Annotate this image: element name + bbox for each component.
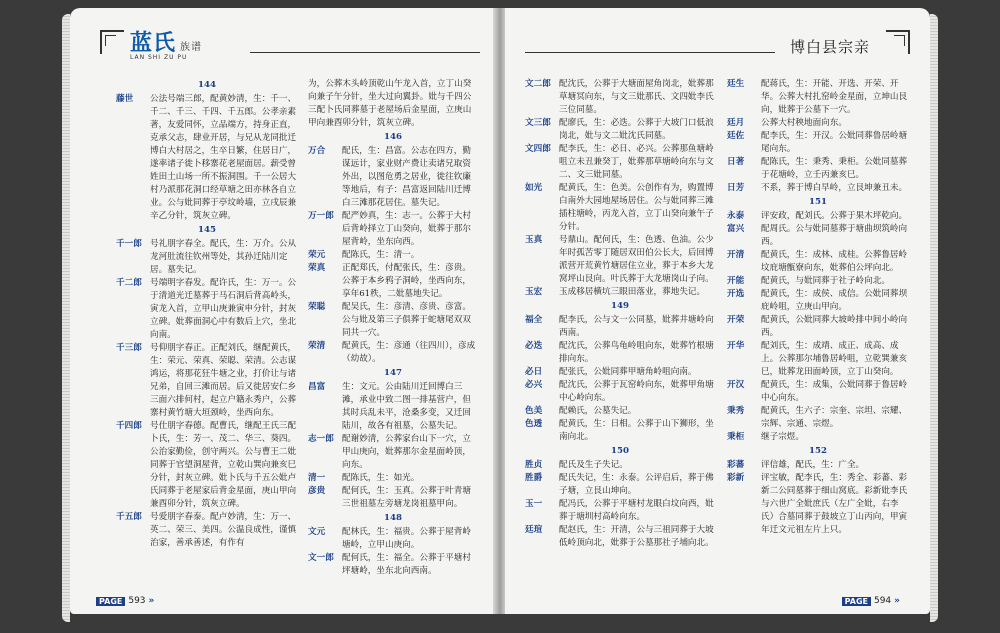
- section-number: 148: [384, 513, 402, 523]
- genealogy-entry: [308, 340, 478, 366]
- logo-pinyin: LAN SHI ZU PU: [130, 54, 188, 61]
- entry-text: 配黄氏，与妣同葬于社子岭向北。: [761, 276, 890, 286]
- ornament-corner-icon: [886, 30, 910, 54]
- entry-name: 荣清: [308, 341, 326, 351]
- logo-small-text: 族谱: [180, 42, 203, 53]
- entry-text: 配张氏，公妣同葬甲塘角岭咀向南。: [559, 367, 697, 377]
- entry-text: 配赖氏，公墓失记。: [559, 406, 637, 416]
- entry-name: 必兴: [525, 380, 543, 390]
- entry-text: 号鼎山。配何氏，生：色透、色油。公少年时孤苦零丁随居双田伯公长大，后回博派营开荒黄竹塘居住立业，葬于本乡大龙窝坪山艮向。叶氏葬于大龙塘岗山子向。: [559, 235, 714, 284]
- double-chevron-icon: »: [148, 596, 155, 606]
- page-header-title: 博白县宗亲: [789, 38, 870, 56]
- entry-name: 廷佐: [727, 131, 745, 141]
- genealogy-entry: [308, 262, 478, 301]
- entry-text: 配黄氏，生：成林、成桂。公葬鲁居岭坟庇塘甑寮向东，妣葬伯公坪向北。: [761, 250, 908, 273]
- entry-text: 配黄氏，生六子：宗奎、宗坦、宗耀、宗辉、宗通、宗煜。: [761, 406, 908, 429]
- entry-text: 公葬大村秧地面向东。: [761, 118, 847, 128]
- entry-name: 福全: [525, 315, 543, 325]
- section-number: 146: [384, 132, 402, 142]
- entry-name: 开汉: [727, 380, 745, 390]
- genealogy-entry: [727, 379, 909, 405]
- page-label: PAGE: [842, 597, 871, 606]
- entry-name: 荣聪: [308, 302, 326, 312]
- genealogy-entry: [525, 418, 715, 444]
- entry-text: 公法号端三郎，配黄妙清，生：千一、千二、千三、千四、千五郎。公孝亲素著，友爱同怀，立品端方，持身正直，克承父志，肆业开居，与兄从龙同批迁博白大村居之，生卒日繁，住居日广，遂率诸子徙卜移寨花老屋面居。薪受曾姓田土山场一所不振洞围。千一公居大村乃派那花洞口经草塘之田亦林各自立业。公与妣同葬于亭坟岭墙，立戌辰兼辛乙分针，筑灰立碑。: [150, 94, 297, 221]
- entry-text: 配黄氏，生：彦通（往四川），彦成（幼故）。: [342, 341, 476, 364]
- entry-name: 必日: [525, 367, 543, 377]
- genealogy-entry: [727, 405, 909, 431]
- page-num: 594: [873, 596, 892, 606]
- logo-main-text: 蓝氏: [130, 30, 177, 56]
- entry-text: 玉成移居横坑三眼田落业，葬地失记。: [559, 287, 706, 297]
- entry-text: 配沈氏，公葬于大塘面屋角岗北，妣葬那草塘冥向东，与文三妣那氏、文四妣李氏三位同墓。: [559, 79, 714, 115]
- genealogy-entry: [308, 301, 478, 340]
- entry-name: 秉秀: [727, 406, 745, 416]
- genealogy-entry: [116, 238, 298, 277]
- genealogy-entry: [727, 223, 909, 249]
- entry-text: 配黄氏，公妣同葬大坡岭排中间小岭向西。: [761, 315, 908, 338]
- section-number: 149: [611, 301, 629, 311]
- genealogy-entry: [308, 472, 478, 485]
- entry-text: 配氏及生子失记。: [559, 460, 628, 470]
- entry-name: 千一郎: [116, 239, 142, 249]
- entry-text: 号爱朋字春泰。配卢妙清，生：万一、英二、荣三、美四。公温良成性，谨慎治家，善承善述，有作有: [150, 512, 297, 548]
- entry-text: 配廖氏，生：必迭。公葬于大坡门口低浪岗北，妣与文二妣沈氏同墓。: [559, 118, 714, 141]
- entry-text: 配陈氏，生：如光。: [342, 473, 420, 483]
- entry-text: 配李氏，生：必日、必兴。公葬那鱼塘岭咀立未丑兼癸丁，妣葬那草塘岭向东与文二、文三妣同墓。: [559, 144, 714, 180]
- page-header-left: [100, 26, 480, 60]
- entry-text: 配黄氏，生：成集，公妣同葬于鲁居岭中心向东。: [761, 380, 908, 403]
- entry-text: 配蒋氏，生：开能、开选、开荣、开华。公葬大村扎窑岭金星面，立坤山艮向，妣葬于公墓下一穴。: [761, 79, 908, 115]
- entry-name: 永泰: [727, 211, 745, 221]
- genealogy-entry: [727, 472, 909, 537]
- ornament-corner-icon: [100, 30, 124, 54]
- genealogy-entry: [308, 485, 478, 511]
- entry-name: 玉真: [525, 235, 543, 245]
- header-rule: [250, 52, 480, 53]
- entry-name: 玉宏: [525, 287, 543, 297]
- entry-text: 为，公葬木头岭顶乾山午龙入首，立丁山癸向兼子午分针，坐大过向翼卦。妣与千四公三配卜氏同葬墓于老屋场后金星面，立庚山甲向兼酉卯分针，筑灰立碑。: [308, 79, 472, 128]
- entry-text: 配何氏，生：福全。公葬于平塘村坪塘岭，坐东北向西南。: [342, 553, 471, 576]
- section-number: 152: [809, 446, 827, 456]
- section-number: 144: [198, 80, 216, 90]
- entry-name: 文二郎: [525, 79, 551, 89]
- genealogy-entry: [525, 78, 715, 117]
- book-edge-left: [62, 14, 70, 622]
- entry-text: 号端明字春发。配许氏，生：万一。公于清道光迁墓葬于马石洞后背高岭头，寅龙入首，立甲山庚兼寅申分针，封灰立碑。妣葬面洞心中有数后上穴，坐北向南。: [150, 278, 297, 340]
- genealogy-entry: [727, 117, 909, 130]
- entry-name: 万一郎: [308, 211, 334, 221]
- entry-text: 配林氏，生：福贵。公葬于屋背岭塘岭，立甲山庚向。: [342, 527, 471, 550]
- genealogy-entry: [727, 314, 909, 340]
- entry-name: 廷生: [727, 79, 745, 89]
- entry-name: 日芳: [727, 183, 745, 193]
- genealogy-entry: [116, 511, 298, 550]
- entry-name: 色透: [525, 419, 543, 429]
- header-rule-right: [525, 52, 775, 53]
- genealogy-entry: [308, 526, 478, 552]
- genealogy-entry: [727, 156, 909, 182]
- genealogy-entry: [727, 275, 909, 288]
- genealogy-entry: [525, 472, 715, 498]
- entry-text: 配李氏，生：开汉。公妣同葬鲁居岭塘尾向东。: [761, 131, 908, 154]
- section-number: 151: [809, 197, 827, 207]
- entry-name: 开荣: [727, 315, 745, 325]
- entry-name: 千五郎: [116, 512, 142, 522]
- entry-text: 号仰朋字春正。正配刘氏，继配黄氏，生：荣元、荣真、荣聪、荣清。公志谋鸿运，将那花狂牛塘之业，打价让与诸兄弟，自回三滩而居。后又徙居安仁乡三面六排何村，起立户籍永秀户，公葬寨村黄竹塘大垣颈岭，坐西向东。: [150, 343, 297, 418]
- entry-name: 秉柜: [727, 432, 745, 442]
- genealogy-entry: [308, 210, 478, 249]
- left-column-2: [308, 78, 478, 578]
- genealogy-entry: [525, 366, 715, 379]
- left-page: [70, 8, 495, 614]
- entry-text: 配谢妙清，公葬家台山下一穴，立甲山庚向，妣葬那尔金星面岭顶，向东。: [342, 434, 471, 470]
- entry-name: 胜爵: [525, 473, 543, 483]
- entry-name: 千二郎: [116, 278, 142, 288]
- genealogy-entry: [116, 342, 298, 420]
- genealogy-entry: [525, 340, 715, 366]
- entry-text: 配赵氏，生：开清，公与三祖同葬于大坡低岭顶向北，妣葬于公墓那社子埔向北。: [559, 525, 714, 548]
- entry-text: 配沈氏，公葬于瓦窑岭向东，妣葬甲角塘中心岭向东。: [559, 380, 714, 403]
- entry-text: 评宝敏，配李氏，生：秀全、彩蕃、彩新二公同墓葬于细山窝底。彩新妣李氏与六世广全妣庶氏（左广全妣，右李氏）合墓同葬于鼓坡立丁山丙向，甲寅年迁文元祖左片上只。: [761, 473, 908, 535]
- entry-text: 配刘氏，生：成靖、成正、成高、成上。公葬那尔埔鲁居岭咀，立乾巽兼亥巳，妣葬龙田面岭顶，立丁山癸向。: [761, 341, 908, 377]
- genealogy-entry: [308, 433, 478, 472]
- section-number: 145: [198, 225, 216, 235]
- genealogy-entry: [116, 93, 298, 223]
- genealogy-entry: [116, 277, 298, 342]
- entry-name: 昌富: [308, 382, 326, 392]
- entry-text: 配李氏，公与文一公同墓，妣葬井塘岭向西南。: [559, 315, 714, 338]
- entry-text: 号礼朋字春全。配氏，生：万介。公从龙河肚流往钦州等处，其孙迁陆川定居。墓失记。: [150, 239, 297, 275]
- entry-text: 配陈氏，生：清一。: [342, 250, 420, 260]
- page-number-right: [842, 596, 900, 606]
- section-number: 147: [384, 368, 402, 378]
- entry-name: 色美: [525, 406, 543, 416]
- entry-name: 开选: [727, 289, 745, 299]
- entry-text: 配吴氏，生：彦清、彦贵、彦富。公与妣及第三子俱葬于蛇塘尾双双同共一穴。: [342, 302, 471, 338]
- entry-name: 千三郎: [116, 343, 142, 353]
- book-logo: [130, 26, 202, 57]
- entry-name: 廷瑄: [525, 525, 543, 535]
- double-chevron-icon: »: [894, 596, 900, 606]
- genealogy-entry: [525, 498, 715, 524]
- entry-name: 开能: [727, 276, 745, 286]
- entry-name: 荣真: [308, 263, 326, 273]
- entry-text: 配何氏，生：玉真。公葬于叶青塘三世祖墓左旁塘龙岗祖墓甲向。: [342, 486, 471, 509]
- page-number-left: [96, 596, 154, 606]
- entry-name: 彩蕃: [727, 460, 745, 470]
- genealogy-entry: [727, 249, 909, 275]
- entry-text: 配黄氏，生：日相。公葬于山下狮形，坐南向北。: [559, 419, 714, 442]
- entry-text: 配黄氏，生：成侯、成信。公妣同葬坝庇岭咀，立庚山甲向。: [761, 289, 908, 312]
- entry-name: 文元: [308, 527, 326, 537]
- entry-name: 藤世: [116, 94, 134, 104]
- open-book: [70, 8, 930, 626]
- genealogy-entry: [727, 431, 909, 444]
- entry-name: 如光: [525, 183, 543, 193]
- section-number: 150: [611, 446, 629, 456]
- entry-name: 玉一: [525, 499, 543, 509]
- genealogy-entry: [525, 405, 715, 418]
- entry-text: 生：文元。公由陆川迁回博白三滩，承业中致二图一排基营户，但其时兵乱未平，沧桑多变，又迁回陆川，故各有祖墓，公墓失记。: [342, 382, 471, 431]
- entry-name: 千四郎: [116, 421, 142, 431]
- entry-name: 胜贞: [525, 460, 543, 470]
- entry-name: 万合: [308, 146, 326, 156]
- entry-name: 开清: [727, 250, 745, 260]
- genealogy-entry: [525, 117, 715, 143]
- entry-text: 不系，葬于博白早岭，立艮坤兼丑未。: [761, 183, 908, 193]
- entry-name: 必迭: [525, 341, 543, 351]
- genealogy-entry: [525, 379, 715, 405]
- book-edge-right: [930, 14, 938, 622]
- genealogy-entry: [727, 340, 909, 379]
- entry-text: 评信雄，配氏，生：广全。: [761, 460, 865, 470]
- page-label: PAGE: [96, 597, 125, 606]
- genealogy-entry: [308, 145, 478, 210]
- genealogy-entry: [525, 286, 715, 299]
- genealogy-entry: [525, 234, 715, 286]
- entry-name: 志一郎: [308, 434, 334, 444]
- entry-text: 配冯氏，公葬于平塘村龙眼白坟向西，妣葬于塘圳村高岭向东。: [559, 499, 714, 522]
- entry-name: 清一: [308, 473, 326, 483]
- right-page: [505, 8, 930, 614]
- entry-name: 开华: [727, 341, 745, 351]
- entry-name: 富兴: [727, 224, 745, 234]
- entry-text: 配陈氏，生：秉秀、秉柜。公妣同墓葬于花塘岭，立壬丙兼亥巳。: [761, 157, 908, 180]
- genealogy-entry: [308, 381, 478, 433]
- genealogy-entry: [727, 182, 909, 195]
- entry-text: 正配郑氏，付配张氏，生：彦贵。公葬于本乡鸦子洞岭，坐西向东，享年61秩，二妣墓地失记。: [342, 263, 471, 299]
- entry-name: 廷月: [727, 118, 745, 128]
- genealogy-entry: [308, 78, 478, 130]
- genealogy-entry: [308, 552, 478, 578]
- page-num: 593: [128, 596, 146, 606]
- genealogy-entry: [727, 459, 909, 472]
- left-column-1: [116, 78, 298, 550]
- entry-text: 配氏失记，生：永泰。公评启后，葬于佛子塘，立艮山坤向。: [559, 473, 714, 496]
- right-column-2: [727, 78, 909, 537]
- entry-text: 配氏，生：昌富。公志在四方，勤谋远计，家业财产费让卖诸兄取资外出，以图危勇之居业，徙往钦廉等地后，有子：昌富返回陆川迁博白三滩那花居住。墓失记。: [342, 146, 471, 208]
- genealogy-entry: [308, 249, 478, 262]
- genealogy-entry: [727, 288, 909, 314]
- entry-text: 配沈氏，公葬鸟龟岭咀向东，妣葬竹根塘排向东。: [559, 341, 714, 364]
- genealogy-entry: [727, 130, 909, 156]
- entry-name: 荣元: [308, 250, 326, 260]
- right-column-1: [525, 78, 715, 550]
- genealogy-entry: [525, 182, 715, 234]
- entry-text: 号仕朋字春德。配曹氏，继配王氏三配卜氏，生：芳一、茂二、华三、葵四。公治家勤俭，创守两兴。公与曹王二妣同葬于官望洞屋背，立乾山巽向兼亥巳分针，封灰立碑。妣卜氏与千五公妣卢氏同葬于老屋家后背金星面，庚山甲向兼酉卯分针，筑灰立碑。: [150, 421, 297, 509]
- entry-name: 彩新: [727, 473, 745, 483]
- entry-name: 彦贵: [308, 486, 326, 496]
- genealogy-entry: [525, 143, 715, 182]
- entry-name: 日著: [727, 157, 745, 167]
- genealogy-entry: [525, 524, 715, 550]
- genealogy-entry: [116, 420, 298, 511]
- entry-name: 文四郎: [525, 144, 551, 154]
- entry-text: 配周氏。公与妣同墓葬于塘曲坝筑岭向西。: [761, 224, 908, 247]
- entry-name: 文三郎: [525, 118, 551, 128]
- entry-name: 文一郎: [308, 553, 334, 563]
- entry-text: 配黄氏，生：色美。公创作有为，购置博白南外大园地屋场居住。公与妣同葬三滩插柱塘岭，丙龙入首，立丁山癸向兼午子分针。: [559, 183, 714, 232]
- genealogy-entry: [525, 459, 715, 472]
- entry-text: 配严妙真，生：志一。公葬于大村后背岭择立丁山癸向，妣葬于那尔屋背岭，坐东向西。: [342, 211, 471, 247]
- genealogy-entry: [727, 78, 909, 117]
- entry-text: 评安政，配刘氏。公葬于果木坪乾向。: [761, 211, 908, 221]
- genealogy-entry: [525, 314, 715, 340]
- entry-text: 继子宗煜。: [761, 432, 804, 442]
- genealogy-entry: [727, 210, 909, 223]
